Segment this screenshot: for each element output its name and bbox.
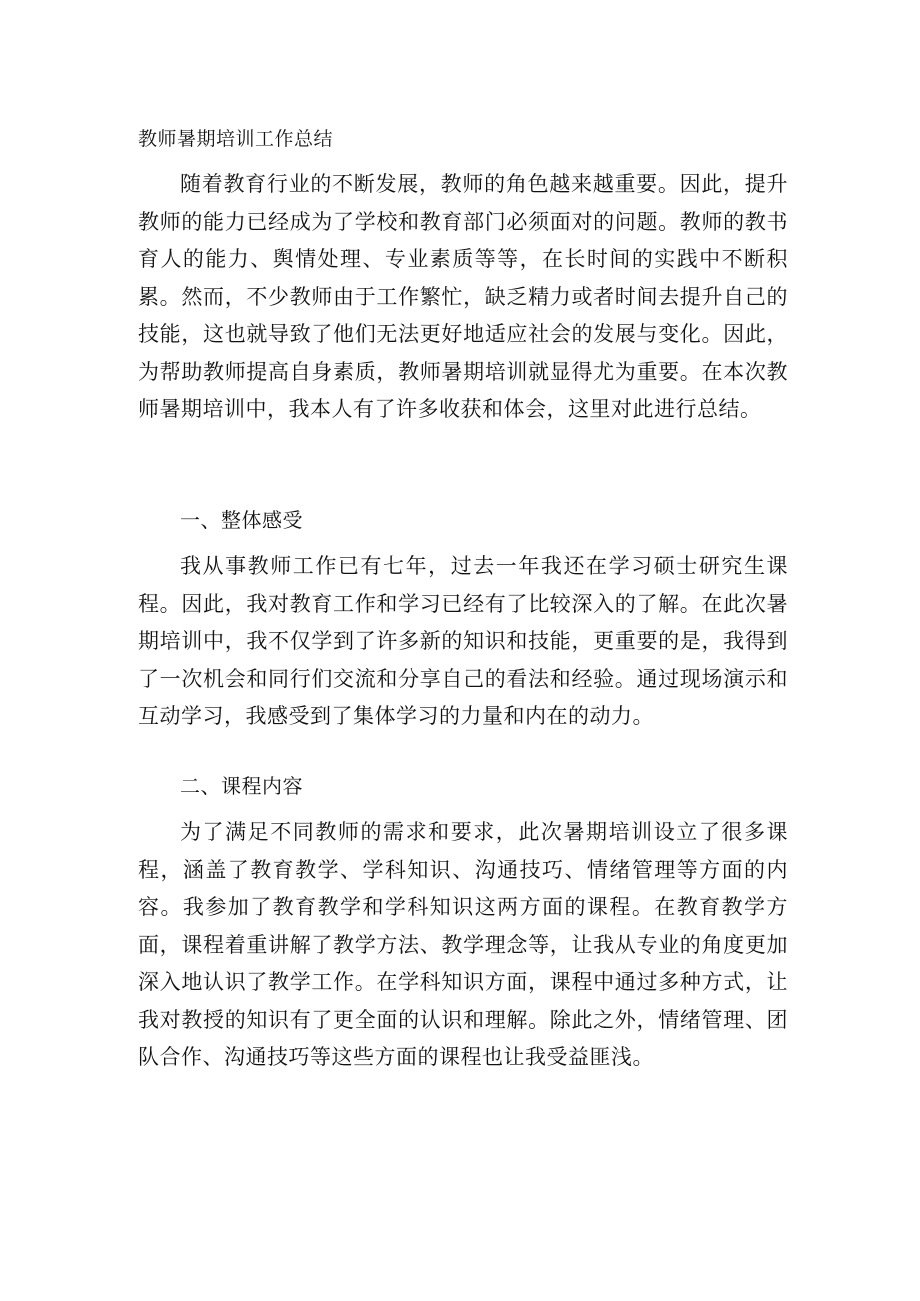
section-body-overall: 我从事教师工作已有七年，过去一年我还在学习硕士研究生课程。因此，我对教育工作和学习已经有了比较深入的了解。在此次暑期培训中，我不仅学到了许多新的知识和技能，更重要的是，我得到了一次机会和同行们交流和分享自己的看法和经验。通过现场演示和互动学习，我感受到了集体学习的力量和内在的动力。 [138, 554, 788, 728]
section-heading-overall: 一、整体感受 [180, 508, 303, 532]
intro-paragraph: 随着教育行业的不断发展，教师的角色越来越重要。因此，提升教师的能力已经成为了学校和教育部门必须面对的问题。教师的教书育人的能力、舆情处理、专业素质等等，在长时间的实践中不断积累。然而，不少教师由于工作繁忙，缺乏精力或者时间去提升自己的技能，这也就导致了他们无法更好地适应社会的发展与变化。因此，为帮助教师提高自身素质，教师暑期培训就显得尤为重要。在本次教师暑期培训中，我本人有了许多收获和体会，这里对此进行总结。 [138, 172, 788, 421]
section-heading-courses: 二、课程内容 [180, 774, 303, 798]
section-body-courses: 为了满足不同教师的需求和要求，此次暑期培训设立了很多课程，涵盖了教育教学、学科知识、沟通技巧、情绪管理等方面的内容。我参加了教育教学和学科知识这两方面的课程。在教育教学方面，课程着重讲解了教学方法、教学理念等，让我从专业的角度更加深入地认识了教学工作。在学科知识方面，课程中通过多种方式，让我对教授的知识有了更全面的认识和理解。除此之外，情绪管理、团队合作、沟通技巧等这些方面的课程也让我受益匪浅。 [138, 820, 788, 1069]
document-title: 教师暑期培训工作总结 [138, 128, 334, 150]
